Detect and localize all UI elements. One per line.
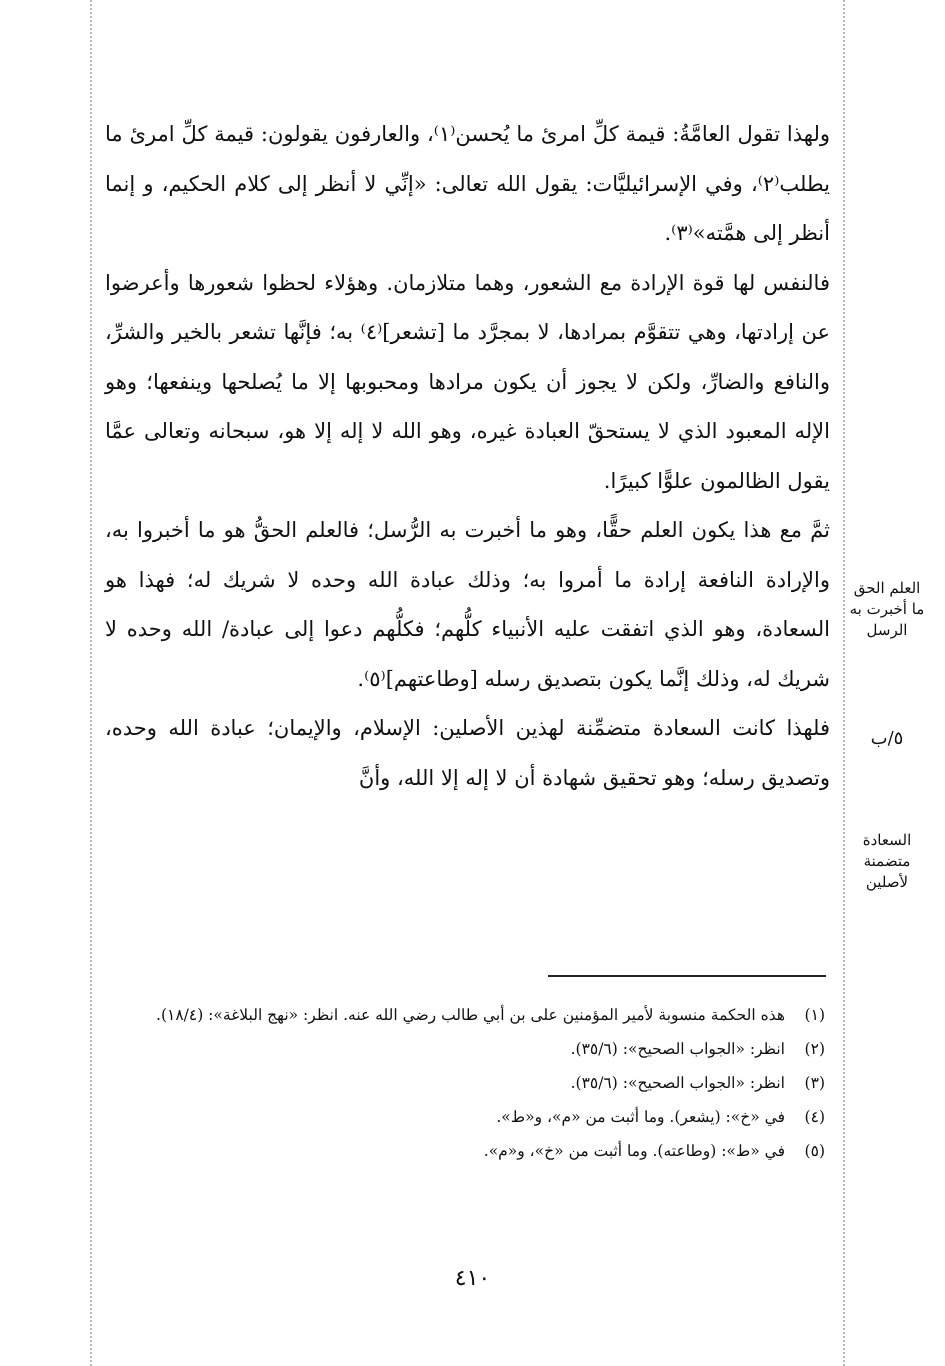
margin-note-happiness: السعادة متضمنة لأصلين bbox=[862, 831, 912, 891]
footnotes bbox=[105, 998, 825, 1168]
page-number: ٤١٠ bbox=[454, 1266, 491, 1291]
paragraph-4: فلهذا كانت السعادة متضمِّنة لهذين الأصلين: الإسلام، والإيمان؛ عبادة الله وحده، وتصديق رسله؛ وهو تحقيق شهادة أن لا إله إلا الله، وأنَّ bbox=[105, 716, 830, 790]
footnote-text: انظر: «الجواب الصحيح»: (٣٥/٦). bbox=[570, 1074, 785, 1092]
footnote-number: (١) bbox=[804, 1006, 825, 1024]
paragraph-3: ثمَّ مع هذا يكون العلم حقًّا، وهو ما أخبرت به الرُّسل؛ فالعلم الحقُّ هو ما أخبروا به، والإرادة النافعة إرادة ما أمروا به؛ وذلك عبادة الله وحده لا شريك له؛ فهذا هو السعادة، وهو الذي اتفقت عليه الأنبياء كلُّهم؛ فكلُّهم دعوا إلى عبادة/ الله وحده لا شريك له، وذلك إنَّما يكون بتصديق رسله [وطاعتهم]⁽٥⁾. bbox=[105, 518, 830, 691]
footnote-text: هذه الحكمة منسوبة لأمير المؤمنين على بن أبي طالب رضي الله عنه. انظر: «نهج البلاغة»: (١٨/٤). bbox=[156, 1006, 785, 1024]
margin-note-true-knowledge: العلم الحق ما أخبرت به الرسل bbox=[849, 579, 925, 639]
paragraph-2: فالنفس لها قوة الإرادة مع الشعور، وهما متلازمان. وهؤلاء لحظوا شعورها وأعرضوا عن إرادتها، وهي تتقوَّم بمرادها، لا بمجرَّد ما [تشعر]⁽٤⁾ به؛ فإنَّها تشعر بالخير والشرِّ، والنافع والضارِّ، ولكن لا يجوز أن يكون مرادها ومحبوبها إلا ما يُصلحها وينفعها؛ وهو الإله المعبود الذي لا يستحقّ العبادة غيره، وهو الله لا إله إلا هو، سبحانه وتعالى عمَّا يقول الظالمون علوًّا كبيرًا. bbox=[105, 270, 830, 493]
footnote-number: (٥) bbox=[804, 1142, 825, 1160]
footnote-number: (٤) bbox=[804, 1108, 825, 1126]
folio-marker: ٥/ب bbox=[870, 728, 904, 749]
footnote-text: في «خ»: (يشعر). وما أثبت من «م»، و«ط». bbox=[496, 1108, 785, 1126]
footnote-number: (٣) bbox=[804, 1074, 825, 1092]
footnote bbox=[105, 1066, 825, 1100]
footnote-text: انظر: «الجواب الصحيح»: (٣٥/٦). bbox=[570, 1040, 785, 1058]
footnote-separator bbox=[548, 975, 826, 977]
right-guide-line bbox=[843, 0, 845, 1366]
main-text bbox=[105, 110, 830, 803]
footnote bbox=[105, 1100, 825, 1134]
footnote bbox=[105, 998, 825, 1032]
footnote bbox=[105, 1134, 825, 1168]
footnote-text: في «ط»: (وطاعته). وما أثبت من «خ»، و«م». bbox=[483, 1142, 785, 1160]
left-guide-line bbox=[90, 0, 92, 1366]
paragraph-1: ولهذا تقول العامَّةُ: قيمة كلِّ امرئ ما يُحسن⁽١⁾، والعارفون يقولون: قيمة كلِّ امرئ ما يطلب⁽٢⁾، وفي الإسرائيليَّات: يقول الله تعالى: «إنِّي لا أنظر إلى كلام الحكيم، و إنما أنظر إلى همَّته»⁽٣⁾. bbox=[105, 122, 830, 245]
footnote bbox=[105, 1032, 825, 1066]
footnote-number: (٢) bbox=[804, 1040, 825, 1058]
